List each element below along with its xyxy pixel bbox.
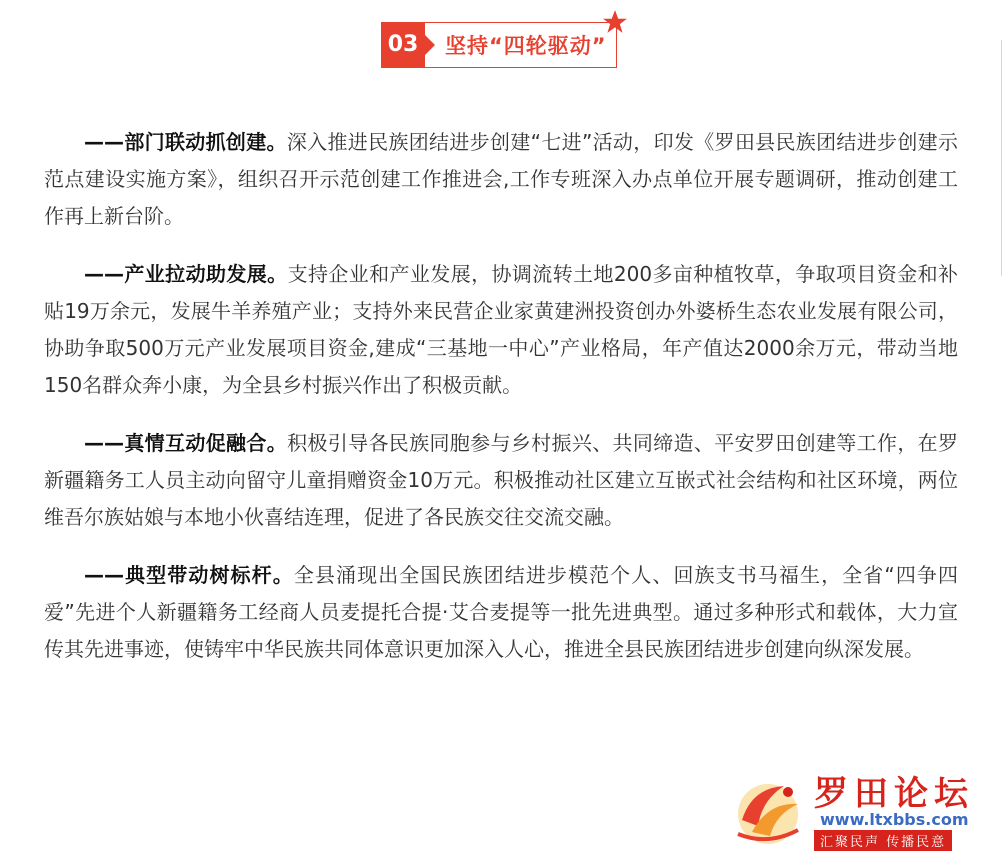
forum-watermark xyxy=(728,770,998,852)
section-number: 03 xyxy=(381,22,425,68)
paragraph xyxy=(44,124,958,235)
paragraph-body: 支持企业和产业发展，协调流转土地200多亩种植牧草，争取项目资金和补贴19万余元，发展牛羊养殖产业；支持外来民营企业家黄建洲投资创办外婆桥生态农业发展有限公司，协助争取500万元产业发展项目资金,建成“三基地一中心”产业格局，年产值达2000余万元，带动当地150名群众奔小康，为全县乡村振兴作出了积极贡献。 xyxy=(44,262,958,397)
paragraph-body: 积极引导各民族同胞参与乡村振兴、共同缔造、平安罗田创建等工作，在罗新疆籍务工人员主动向留守儿童捐赠资金10万元。积极推动社区建立互嵌式社会结构和社区环境，两位维吾尔族姑娘与本地小伙喜结连理，促进了各民族交往交流交融。 xyxy=(44,431,959,529)
article-body xyxy=(44,124,958,689)
paragraph-lead: ——真情互动促融合。 xyxy=(84,431,288,455)
forum-name: 罗田论坛 xyxy=(814,774,974,814)
paragraph xyxy=(44,557,958,668)
paragraph-lead: ——产业拉动助发展。 xyxy=(84,262,288,286)
paragraph-lead: ——典型带动树标杆。 xyxy=(84,563,294,587)
paragraph-body: 全县涌现出全国民族团结进步模范个人、回族支书马福生，全省“四争四爱”先进个人新疆籍务工经商人员麦提托合提·艾合麦提等一批先进典型。通过多种形式和载体，大力宣传其先进事迹，使铸牢中华民族共同体意识更加深入人心，推进全县民族团结进步创建向纵深发展。 xyxy=(44,563,958,661)
paragraph-lead: ——部门联动抓创建。 xyxy=(84,130,287,154)
section-title: 坚持“四轮驱动” xyxy=(445,34,607,58)
scrollbar-hint xyxy=(1001,40,1008,276)
paragraph-body: 深入推进民族团结进步创建“七进”活动，印发《罗田县民族团结进步创建示范点建设实施方案》，组织召开示范创建工作推进会,工作专班深入办点单位开展专题调研，推动创建工作再上新台阶。 xyxy=(44,130,958,228)
forum-logo-icon xyxy=(728,774,808,850)
paragraph xyxy=(44,425,958,536)
section-header xyxy=(381,22,617,68)
star-icon xyxy=(602,9,628,35)
forum-slogan: 汇聚民声 传播民意 xyxy=(814,830,952,851)
paragraph xyxy=(44,256,958,404)
forum-url: www.ltxbbs.com xyxy=(820,810,969,829)
